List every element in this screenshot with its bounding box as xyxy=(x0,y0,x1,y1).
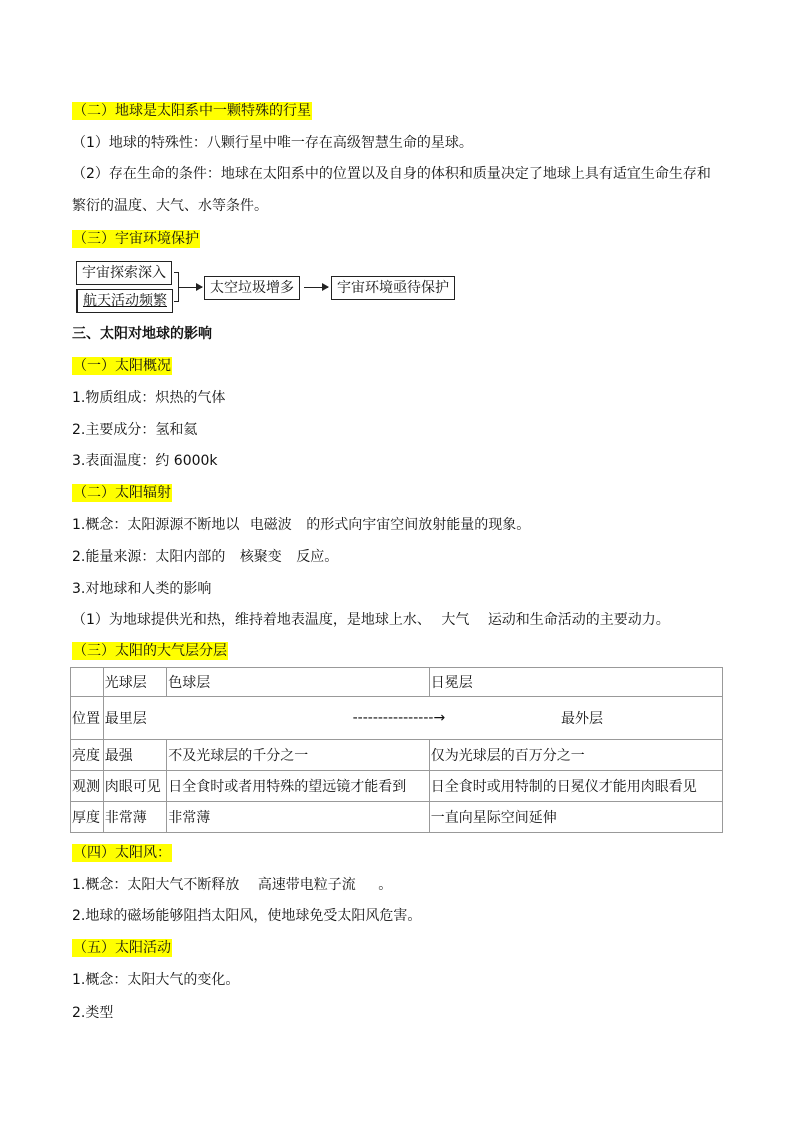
table-header-cell: 光球层 xyxy=(103,668,166,697)
flow-arrow-1 xyxy=(178,287,202,288)
section-heading-atmosphere-layers: （三）太阳的大气层分层 xyxy=(73,643,227,659)
blank-answer: 核聚变 xyxy=(239,549,282,565)
flow-box-protection: 宇宙环境亟待保护 xyxy=(331,276,455,300)
table-cell: 非常薄 xyxy=(103,802,166,833)
table-row-position xyxy=(71,697,723,740)
section-heading-special-planet: （二）地球是太阳系中一颗特殊的行星 xyxy=(73,103,311,119)
radiation-impact-1: （1）为地球提供光和热，维持着地表温度，是地球上水、 大气 运动和生命活动的主要动力。 xyxy=(72,612,670,628)
paragraph-life-conditions: （2）存在生命的条件：地球在太阳系中的位置以及自身的体积和质量决定了地球上具有适宜生命生存和繁衍的温度、大气、水等条件。 xyxy=(72,166,711,214)
flow-box-space-activity: 航天活动频繁 xyxy=(76,289,173,313)
blank-answer: 电磁波 xyxy=(249,517,292,533)
flow-arrow-2 xyxy=(304,287,328,288)
table-row-label: 观测 xyxy=(71,771,104,802)
table-header-cell: 色球层 xyxy=(167,668,430,697)
table-cell: 日全食时或用特制的日冕仪才能用肉眼看见 xyxy=(429,771,722,802)
activity-types: 2.类型 xyxy=(72,1005,114,1021)
section-heading-solar-wind: （四）太阳风： xyxy=(73,845,171,861)
table-cell: 一直向星际空间延伸 xyxy=(429,802,722,833)
section-heading-environment-protection: （三）宇宙环境保护 xyxy=(73,231,199,247)
table-row-label: 厚度 xyxy=(71,802,104,833)
table-header-row xyxy=(71,668,723,697)
part-title-sun-impact: 三、太阳对地球的影响 xyxy=(72,326,212,342)
table-cell: 最强 xyxy=(103,740,166,771)
wind-magnetic-field: 2.地球的磁场能够阻挡太阳风，使地球免受太阳风危害。 xyxy=(72,908,422,924)
radiation-concept: 1.概念：太阳源源不断地以 电磁波 的形式向宇宙空间放射能量的现象。 xyxy=(72,517,531,533)
overview-item-composition: 1.物质组成：炽热的气体 xyxy=(72,390,226,406)
table-row-label: 亮度 xyxy=(71,740,104,771)
blank-answer: 高速带电粒子流 xyxy=(257,877,356,893)
table-cell: 肉眼可见 xyxy=(103,771,166,802)
wind-concept: 1.概念：太阳大气不断释放 高速带电粒子流 。 xyxy=(72,877,393,893)
section-heading-solar-radiation: （二）太阳辐射 xyxy=(73,485,171,501)
atmosphere-layers-table xyxy=(70,667,723,833)
radiation-energy-source: 2.能量来源：太阳内部的 核聚变 反应。 xyxy=(72,549,339,565)
table-cell: 日全食时或者用特殊的望远镜才能看到 xyxy=(167,771,430,802)
table-header-cell: 日冕层 xyxy=(429,668,722,697)
flow-box-exploration: 宇宙探索深入 xyxy=(76,261,172,285)
paragraph-earth-uniqueness: （1）地球的特殊性：八颗行星中唯一存在高级智慧生命的星球。 xyxy=(72,135,473,151)
table-cell: 非常薄 xyxy=(167,802,430,833)
activity-concept: 1.概念：太阳大气的变化。 xyxy=(72,972,240,988)
overview-item-temperature: 3.表面温度：约 6000k xyxy=(72,453,218,469)
radiation-impact-heading: 3.对地球和人类的影响 xyxy=(72,581,212,597)
table-cell: 不及光球层的千分之一 xyxy=(167,740,430,771)
section-heading-sun-overview: （一）太阳概况 xyxy=(73,358,171,374)
table-row-label: 位置 xyxy=(71,697,104,740)
flow-box-space-debris: 太空垃圾增多 xyxy=(204,276,300,300)
table-row xyxy=(71,771,723,802)
position-arrow: ----------------→ xyxy=(352,710,446,726)
overview-item-elements: 2.主要成分：氢和氦 xyxy=(72,422,198,438)
table-cell xyxy=(71,668,104,697)
table-row xyxy=(71,740,723,771)
blank-answer: 大气 xyxy=(441,612,470,628)
table-cell: 仅为光球层的百万分之一 xyxy=(429,740,722,771)
table-cell-position: 最里层 ----------------→ 最外层 xyxy=(103,697,722,740)
section-heading-solar-activity: （五）太阳活动 xyxy=(73,940,171,956)
table-row xyxy=(71,802,723,833)
